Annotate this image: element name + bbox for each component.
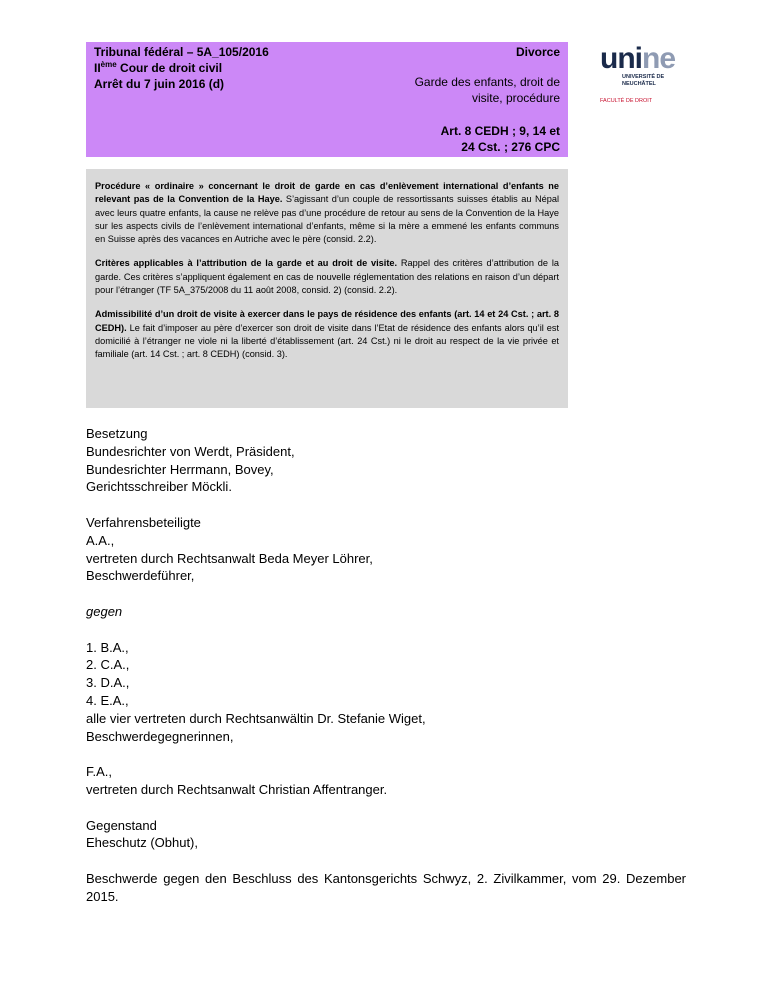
against-label: gegen (86, 603, 123, 619)
case-identifiers (94, 44, 269, 92)
logo-university-line1: UNIVERSITÉ DE (622, 74, 665, 80)
logo-wordmark: unine (600, 42, 676, 75)
composition-block: Besetzung Bundesrichter von Werdt, Präsident, Bundesrichter Herrmann, Bovey, Gerichtsschreiber Möckli. (86, 426, 295, 495)
case-header (86, 42, 568, 157)
subject-block: Gegenstand Eheschutz (Obhut), (86, 817, 198, 851)
logo-university-line2: NEUCHÂTEL (622, 81, 656, 87)
court-reference: Tribunal fédéral – 5A_105/2016 (94, 45, 269, 59)
articles: Art. 8 CEDH ; 9, 14 et 24 Cst. ; 276 CPC (440, 124, 560, 154)
chamber: IIème Cour de droit civil (94, 60, 223, 75)
unine-logo (600, 44, 680, 104)
respondents-block: 1. B.A., 2. C.A., 3. D.A., 4. E.A., alle vier vertreten durch Rechtsanwältin Dr. Stefanie Wiget, Beschwerdegegnerinnen, (86, 639, 426, 744)
topic: Divorce (515, 45, 560, 59)
decision-body (86, 425, 686, 923)
case-topics (415, 44, 560, 155)
decision-date: Arrêt du 7 juin 2016 (d) (94, 77, 225, 91)
subtopic: Garde des enfants, droit de visite, procédure (414, 75, 560, 105)
summary-paragraph: Critères applicables à l’attribution de la garde et au droit de visite. Rappel des critères d’attribution de la garde. Ces critères s’appliquent également en cas de nouvelle réglementation des relations en raison d’un départ pour l’étranger (TF 5A_375/2008 du 11 août 2008, consid. 2) (consid. 2.2). (95, 258, 560, 296)
other-party-block: F.A., vertreten durch Rechtsanwalt Christian Affentranger. (86, 764, 388, 797)
parties-block: Verfahrensbeteiligte A.A., vertreten durch Rechtsanwalt Beda Meyer Löhrer, Beschwerdeführer, (86, 514, 373, 584)
summary-box (86, 169, 568, 408)
summary-paragraph: Procédure « ordinaire » concernant le droit de garde en cas d’enlèvement international d’enfants ne relevant pas de la Convention de la Haye. S’agissant d’un couple de ressortissants suisses établis au Népal avec leurs quatre enfants, la cause ne relève pas d’une procédure de retour au sens de la Convention de la Haye sur les aspects civils de l’enlèvement international d’enfants, même si la mère a emmené les enfants communs en Suisse après des vacances en Autriche avec le père (consid. 2.2). (95, 181, 559, 245)
logo-faculty: FACULTÉ DE DROIT (600, 98, 653, 104)
appeal-statement: Beschwerde gegen den Beschluss des Kantonsgerichts Schwyz, 2. Zivilkammer, vom 29. Dezember 2015. (86, 870, 686, 904)
summary-paragraph: Admissibilité d’un droit de visite à exercer dans le pays de résidence des enfants (art. 14 et 24 Cst. ; art. 8 CEDH). Le fait d’imposer au père d’exercer son droit de visite dans l’Etat de résidence des enfants alors qu’il est domicilié à l’étranger ne viole ni la liberté d’établissement (art. 24 Cst.) ni le droit au respect de la vie privée et familiale (art. 14 Cst. ; art. 8 CEDH) (consid. 3). (95, 309, 559, 360)
